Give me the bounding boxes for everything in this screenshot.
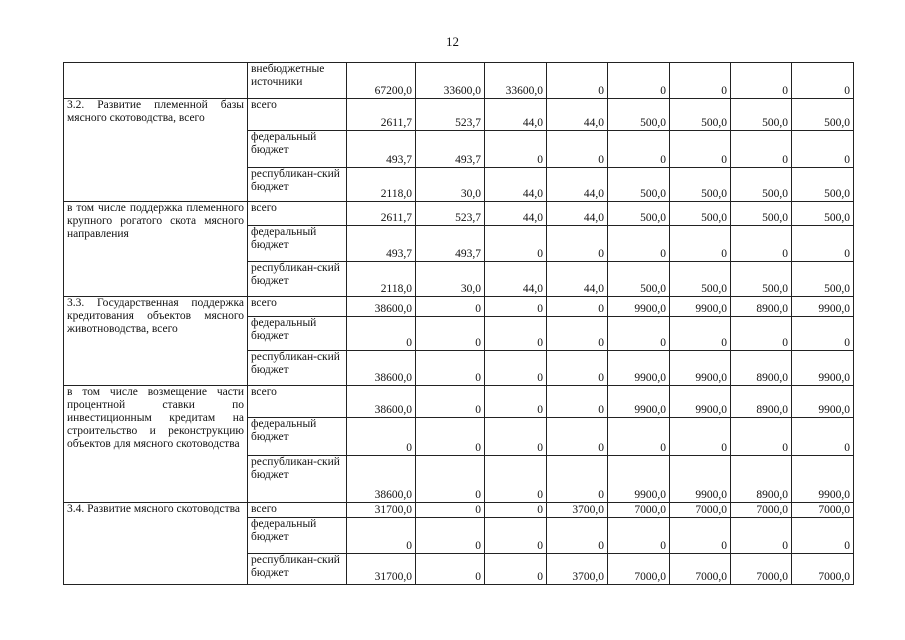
value-cell: 33600,0 [485, 63, 547, 99]
funding-source-cell: федеральный бюджет [248, 317, 347, 351]
table-row [64, 297, 854, 317]
value-cell: 0 [731, 418, 792, 456]
value-cell: 0 [416, 554, 485, 585]
funding-source-cell: республикан-ский бюджет [248, 351, 347, 386]
value-cell: 2611,7 [347, 99, 416, 131]
funding-source-cell: всего [248, 202, 347, 226]
funding-source-cell: внебюджетные источники [248, 63, 347, 99]
value-cell: 500,0 [608, 202, 670, 226]
value-cell: 0 [416, 503, 485, 518]
value-cell: 30,0 [416, 168, 485, 202]
value-cell: 0 [731, 518, 792, 554]
value-cell: 0 [485, 386, 547, 418]
value-cell: 0 [670, 418, 731, 456]
value-cell: 0 [485, 418, 547, 456]
section-name-cell: 3.2. Развитие племенной базы мясного скотоводства, всего [64, 99, 248, 202]
value-cell: 0 [416, 518, 485, 554]
value-cell: 0 [485, 456, 547, 503]
value-cell: 500,0 [670, 202, 731, 226]
value-cell: 0 [547, 456, 608, 503]
value-cell: 9900,0 [608, 386, 670, 418]
value-cell: 0 [547, 297, 608, 317]
value-cell: 7000,0 [792, 554, 854, 585]
value-cell: 0 [670, 63, 731, 99]
value-cell: 44,0 [485, 168, 547, 202]
value-cell: 0 [547, 351, 608, 386]
value-cell: 0 [485, 518, 547, 554]
value-cell: 500,0 [670, 99, 731, 131]
value-cell: 0 [608, 63, 670, 99]
section-name-cell: в том числе поддержка племенного крупного рогатого скота мясного направления [64, 202, 248, 297]
value-cell: 500,0 [792, 99, 854, 131]
funding-source-cell: федеральный бюджет [248, 226, 347, 262]
value-cell: 500,0 [792, 262, 854, 297]
value-cell: 3700,0 [547, 503, 608, 518]
table-row [64, 63, 854, 99]
value-cell: 500,0 [731, 262, 792, 297]
value-cell: 7000,0 [731, 554, 792, 585]
funding-source-cell: республикан-ский бюджет [248, 456, 347, 503]
table-row [64, 99, 854, 131]
value-cell: 0 [608, 131, 670, 168]
value-cell: 0 [731, 317, 792, 351]
table-body [64, 63, 854, 585]
value-cell: 9900,0 [792, 386, 854, 418]
value-cell: 0 [608, 518, 670, 554]
value-cell: 0 [416, 386, 485, 418]
value-cell: 0 [670, 226, 731, 262]
value-cell: 8900,0 [731, 351, 792, 386]
value-cell: 0 [347, 317, 416, 351]
table-row [64, 503, 854, 518]
value-cell: 38600,0 [347, 386, 416, 418]
funding-source-cell: всего [248, 297, 347, 317]
value-cell: 0 [485, 317, 547, 351]
funding-source-cell: республикан-ский бюджет [248, 554, 347, 585]
value-cell: 0 [416, 351, 485, 386]
table-row [64, 386, 854, 418]
value-cell: 0 [347, 518, 416, 554]
value-cell: 0 [792, 518, 854, 554]
value-cell: 9900,0 [792, 297, 854, 317]
value-cell: 500,0 [608, 262, 670, 297]
value-cell: 500,0 [792, 202, 854, 226]
value-cell: 9900,0 [792, 351, 854, 386]
value-cell: 0 [547, 518, 608, 554]
funding-source-cell: республикан-ский бюджет [248, 168, 347, 202]
value-cell: 0 [670, 131, 731, 168]
page-number: 12 [446, 34, 459, 49]
value-cell: 0 [347, 418, 416, 456]
value-cell: 0 [485, 226, 547, 262]
budget-table [63, 62, 854, 585]
value-cell: 0 [416, 456, 485, 503]
value-cell: 67200,0 [347, 63, 416, 99]
section-name-cell: в том числе возмещение части процентной ставки по инвестиционным кредитам на строительство и реконструкцию объектов для мясного скотоводства [64, 386, 248, 503]
value-cell: 493,7 [416, 226, 485, 262]
value-cell: 7000,0 [670, 554, 731, 585]
value-cell: 0 [416, 418, 485, 456]
value-cell: 500,0 [731, 202, 792, 226]
value-cell: 7000,0 [792, 503, 854, 518]
value-cell: 0 [608, 418, 670, 456]
value-cell: 44,0 [547, 262, 608, 297]
value-cell: 493,7 [347, 226, 416, 262]
table-row [64, 202, 854, 226]
value-cell: 2118,0 [347, 168, 416, 202]
section-name-cell [64, 63, 248, 99]
value-cell: 500,0 [731, 168, 792, 202]
value-cell: 0 [485, 554, 547, 585]
value-cell: 0 [792, 131, 854, 168]
value-cell: 523,7 [416, 99, 485, 131]
value-cell: 0 [731, 63, 792, 99]
funding-source-cell: всего [248, 99, 347, 131]
value-cell: 0 [416, 297, 485, 317]
value-cell: 0 [547, 226, 608, 262]
value-cell: 0 [547, 317, 608, 351]
value-cell: 0 [792, 317, 854, 351]
value-cell: 9900,0 [608, 351, 670, 386]
value-cell: 0 [485, 351, 547, 386]
value-cell: 493,7 [347, 131, 416, 168]
value-cell: 9900,0 [608, 456, 670, 503]
value-cell: 0 [608, 317, 670, 351]
value-cell: 0 [792, 418, 854, 456]
value-cell: 523,7 [416, 202, 485, 226]
value-cell: 2118,0 [347, 262, 416, 297]
value-cell: 2611,7 [347, 202, 416, 226]
value-cell: 30,0 [416, 262, 485, 297]
value-cell: 31700,0 [347, 503, 416, 518]
value-cell: 44,0 [547, 202, 608, 226]
funding-source-cell: всего [248, 503, 347, 518]
value-cell: 500,0 [670, 262, 731, 297]
value-cell: 38600,0 [347, 297, 416, 317]
value-cell: 0 [547, 63, 608, 99]
section-name-cell: 3.3. Государственная поддержка кредитования объектов мясного животноводства, всего [64, 297, 248, 386]
funding-source-cell: федеральный бюджет [248, 518, 347, 554]
value-cell: 9900,0 [670, 386, 731, 418]
value-cell: 500,0 [731, 99, 792, 131]
value-cell: 8900,0 [731, 386, 792, 418]
value-cell: 44,0 [485, 262, 547, 297]
funding-source-cell: федеральный бюджет [248, 131, 347, 168]
value-cell: 500,0 [608, 99, 670, 131]
value-cell: 0 [485, 297, 547, 317]
value-cell: 44,0 [485, 99, 547, 131]
value-cell: 0 [792, 63, 854, 99]
funding-source-cell: федеральный бюджет [248, 418, 347, 456]
value-cell: 9900,0 [670, 297, 731, 317]
value-cell: 8900,0 [731, 456, 792, 503]
value-cell: 7000,0 [731, 503, 792, 518]
value-cell: 38600,0 [347, 456, 416, 503]
section-name-cell: 3.4. Развитие мясного скотоводства [64, 503, 248, 585]
value-cell: 38600,0 [347, 351, 416, 386]
value-cell: 0 [731, 226, 792, 262]
value-cell: 3700,0 [547, 554, 608, 585]
funding-source-cell: всего [248, 386, 347, 418]
value-cell: 9900,0 [670, 456, 731, 503]
value-cell: 0 [416, 317, 485, 351]
value-cell: 0 [731, 131, 792, 168]
value-cell: 7000,0 [608, 554, 670, 585]
value-cell: 7000,0 [670, 503, 731, 518]
value-cell: 0 [485, 131, 547, 168]
value-cell: 0 [547, 418, 608, 456]
value-cell: 9900,0 [608, 297, 670, 317]
value-cell: 9900,0 [670, 351, 731, 386]
value-cell: 500,0 [670, 168, 731, 202]
value-cell: 9900,0 [792, 456, 854, 503]
value-cell: 7000,0 [608, 503, 670, 518]
value-cell: 0 [792, 226, 854, 262]
value-cell: 0 [485, 503, 547, 518]
value-cell: 33600,0 [416, 63, 485, 99]
value-cell: 500,0 [792, 168, 854, 202]
value-cell: 0 [608, 226, 670, 262]
value-cell: 493,7 [416, 131, 485, 168]
value-cell: 44,0 [485, 202, 547, 226]
value-cell: 0 [670, 317, 731, 351]
value-cell: 0 [547, 386, 608, 418]
value-cell: 31700,0 [347, 554, 416, 585]
value-cell: 0 [547, 131, 608, 168]
value-cell: 0 [670, 518, 731, 554]
value-cell: 44,0 [547, 168, 608, 202]
value-cell: 8900,0 [731, 297, 792, 317]
funding-source-cell: республикан-ский бюджет [248, 262, 347, 297]
value-cell: 500,0 [608, 168, 670, 202]
value-cell: 44,0 [547, 99, 608, 131]
